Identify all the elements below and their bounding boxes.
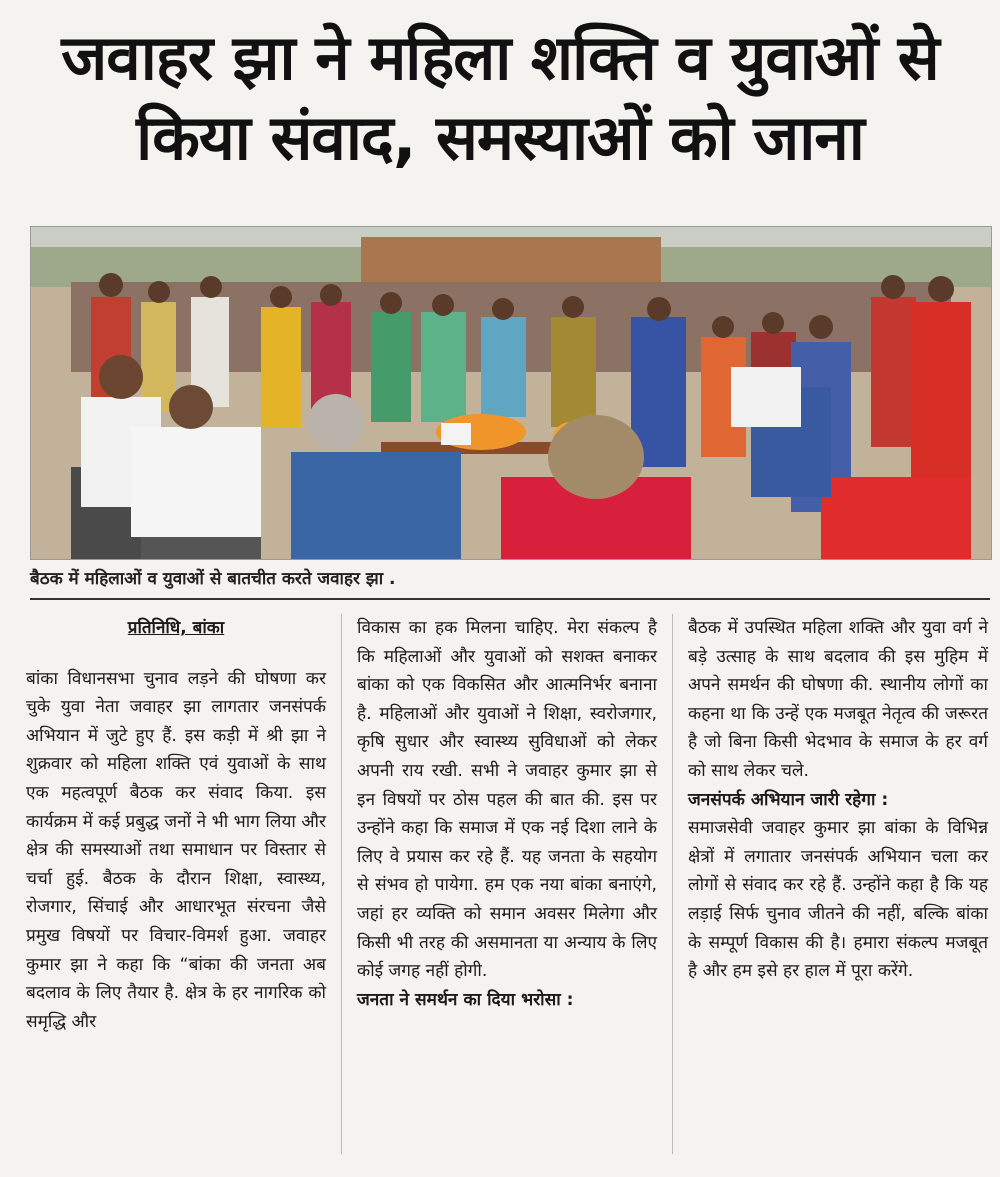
meeting-photo-illustration [31,227,991,559]
news-photo [30,226,992,560]
headline-line-2: किया संवाद, समस्याओं को जाना [136,101,864,174]
photo-caption: बैठक में महिलाओं व युवाओं से बातचीत करते जवाहर झा . [30,569,396,589]
column-3-body-2: समाजसेवी जवाहर कुमार झा बांका के विभिन्न क्षेत्रों में लगातार जनसंपर्क अभियान चला कर लोगों से संवाद कर रहे हैं. उन्होंने कहा है कि यह लड़ाई सिर्फ चुनाव जीतने की नहीं, बल्कि बांका के सम्पूर्ण विकास की है। हमारा संकल्प मजबूत है और हम इसे हर हाल में पूरा करेंगे. [688,818,988,982]
article-column-2 [357,614,657,1014]
article-column-1 [26,614,326,1036]
column-divider [672,614,673,1154]
column-3-subhead: जनसंपर्क अभियान जारी रहेगा : [688,789,889,810]
headline [18,18,982,178]
headline-line-1: जवाहर झा ने महिला शक्ति व युवाओं से [61,21,939,94]
article-column-3 [688,614,988,986]
column-divider [341,614,342,1154]
caption-rule [30,598,990,600]
column-2-subhead: जनता ने समर्थन का दिया भरोसा : [357,989,574,1010]
column-2-body: विकास का हक मिलना चाहिए. मेरा संकल्प है कि महिलाओं और युवाओं को सशक्त बनाकर बांका को एक विकसित और आत्मनिर्भर बनाना है. महिलाओं और युवाओं ने शिक्षा, स्वरोजगार, कृषि सुधार और स्वास्थ्य सुविधाओं को लेकर अपनी राय रखी. सभी ने जवाहर कुमार झा से इन विषयों पर ठोस पहल की बात की. इस पर उन्होंने कहा कि समाज में एक नई दिशा लाने के लिए वे प्रयास कर रहे हैं. यह जनता के सहयोग से संभव हो पायेगा. हम एक नया बांका बनाएंगे, जहां हर व्यक्ति को समान अवसर मिलेगा और किसी भी तरह की असमानता या अन्याय के लिए कोई जगह नहीं होगी. [357,618,657,982]
column-1-body: बांका विधानसभा चुनाव लड़ने की घोषणा कर चुके युवा नेता जवाहर झा लागतार जनसंपर्क अभियान में जुटे हुए हैं. इस कड़ी में श्री झा ने शुक्रवार को महिला शक्ति एवं युवाओं के साथ एक महत्वपूर्ण बैठक कर संवाद किया. इस कार्यक्रम में कई प्रबुद्ध जनों ने भी भाग लिया और क्षेत्र की समस्याओं तथा समाधान पर विस्तार से चर्चा हुई. बैठक के दौरान शिक्षा, स्वास्थ्य, रोजगार, सिंचाई और आधारभूत संरचना जैसे प्रमुख विषयों पर विचार-विमर्श हुआ. जवाहर कुमार झा ने कहा कि “बांका की जनता अब बदलाव के लिए तैयार है. क्षेत्र के हर नागरिक को समृद्धि और [26,668,326,1032]
byline: प्रतिनिधि, बांका [127,618,225,638]
column-3-body: बैठक में उपस्थित महिला शक्ति और युवा वर्ग ने बड़े उत्साह के साथ बदलाव की इस मुहिम में अपने समर्थन की घोषणा की. स्थानीय लोगों का कहना था कि उन्हें एक मजबूत नेतृत्व की जरूरत है जो बिना किसी भेदभाव के समाज के हर वर्ग को साथ लेकर चले. [688,618,988,781]
